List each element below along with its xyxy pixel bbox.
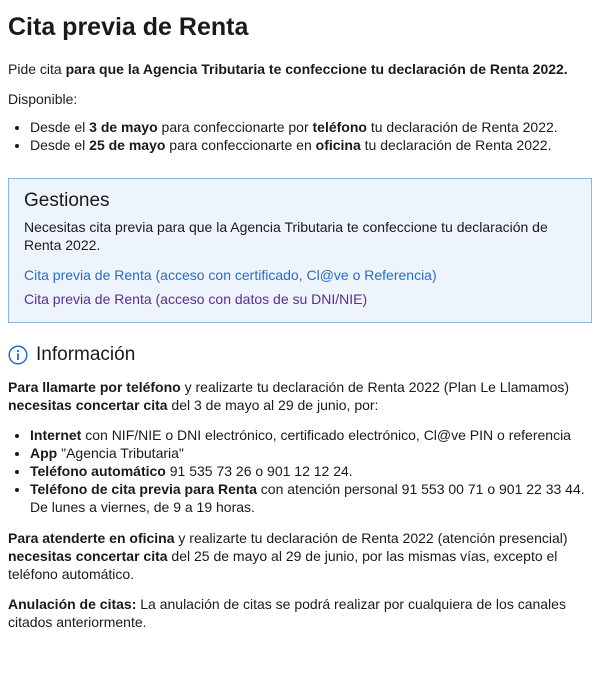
office-bold: Para atenderte en oficina	[8, 530, 175, 546]
office-paragraph	[8, 529, 592, 583]
phone-text-dates: del 3 de mayo al 29 de junio, por:	[167, 397, 379, 413]
item-bold: teléfono	[312, 119, 367, 135]
office-bold-cita: necesitas concertar cita	[8, 548, 168, 564]
list-item	[30, 426, 592, 444]
channel-detail: 91 535 73 26 o 901 12 12 24.	[165, 463, 353, 479]
channel-name: App	[30, 445, 58, 461]
item-bold: 25 de mayo	[89, 137, 166, 153]
item-text: para confeccionarte por	[157, 119, 313, 135]
availability-label: Disponible:	[8, 91, 78, 107]
page-title: Cita previa de Renta	[8, 13, 249, 41]
channels-list	[8, 426, 592, 516]
list-item	[30, 480, 592, 516]
cita-dni-link[interactable]: Cita previa de Renta (acceso con datos de su DNI/NIE)	[24, 291, 368, 307]
item-text: Desde el	[30, 119, 90, 135]
availability-list	[8, 118, 592, 154]
info-header	[8, 343, 592, 367]
item-text: Desde el	[30, 137, 90, 153]
cita-certificado-link[interactable]: Cita previa de Renta (acceso con certificado, Cl@ve o Referencia)	[24, 267, 437, 283]
intro-pre: Pide cita	[8, 61, 66, 77]
gestiones-box	[8, 178, 592, 323]
list-item	[30, 136, 592, 154]
office-text: y realizarte tu declaración de Renta 2022 (atención presencial)	[174, 530, 568, 546]
channel-detail: con NIF/NIE o DNI electrónico, certificado electrónico, Cl@ve PIN o referencia	[81, 427, 571, 443]
cancellation-text: La anulación de citas se podrá realizar por cualquiera de los canales citados anteriormente.	[8, 596, 566, 630]
info-section	[8, 343, 592, 631]
phone-bold: Para llamarte por teléfono	[8, 379, 181, 395]
info-title: Información	[36, 344, 136, 365]
item-bold: oficina	[315, 137, 361, 153]
item-bold: 3 de mayo	[89, 119, 158, 135]
channel-detail: con atención personal 91 553 00 71 o 901 22 33 44. De lunes a viernes, de 9 a 19 horas.	[30, 481, 585, 515]
item-text: para confeccionarte en	[165, 137, 316, 153]
channel-detail: "Agencia Tributaria"	[57, 445, 184, 461]
item-text: tu declaración de Renta 2022.	[366, 119, 558, 135]
gestiones-text: Necesitas cita previa para que la Agencia Tributaria te confeccione tu declaración de Renta 2022.	[24, 219, 548, 253]
info-icon	[8, 345, 28, 365]
intro-bold: para que la Agencia Tributaria te confeccione tu declaración de Renta 2022.	[65, 61, 568, 77]
intro-text	[8, 60, 592, 78]
phone-bold-cita: necesitas concertar cita	[8, 397, 168, 413]
phone-paragraph	[8, 378, 592, 414]
list-item	[30, 462, 592, 480]
list-item	[30, 444, 592, 462]
channel-name: Internet	[30, 427, 82, 443]
list-item	[30, 118, 592, 136]
cancellation-bold: Anulación de citas:	[8, 596, 137, 612]
gestiones-title: Gestiones	[24, 190, 110, 211]
phone-text: y realizarte tu declaración de Renta 2022 (Plan Le Llamamos)	[180, 379, 570, 395]
cancellation-paragraph	[8, 595, 592, 631]
office-text-dates: del 25 de mayo al 29 de junio, por las mismas vías, excepto el teléfono automático.	[8, 548, 558, 582]
channel-name: Teléfono automático	[30, 463, 166, 479]
channel-name: Teléfono de cita previa para Renta	[30, 481, 257, 497]
item-text: tu declaración de Renta 2022.	[360, 137, 552, 153]
